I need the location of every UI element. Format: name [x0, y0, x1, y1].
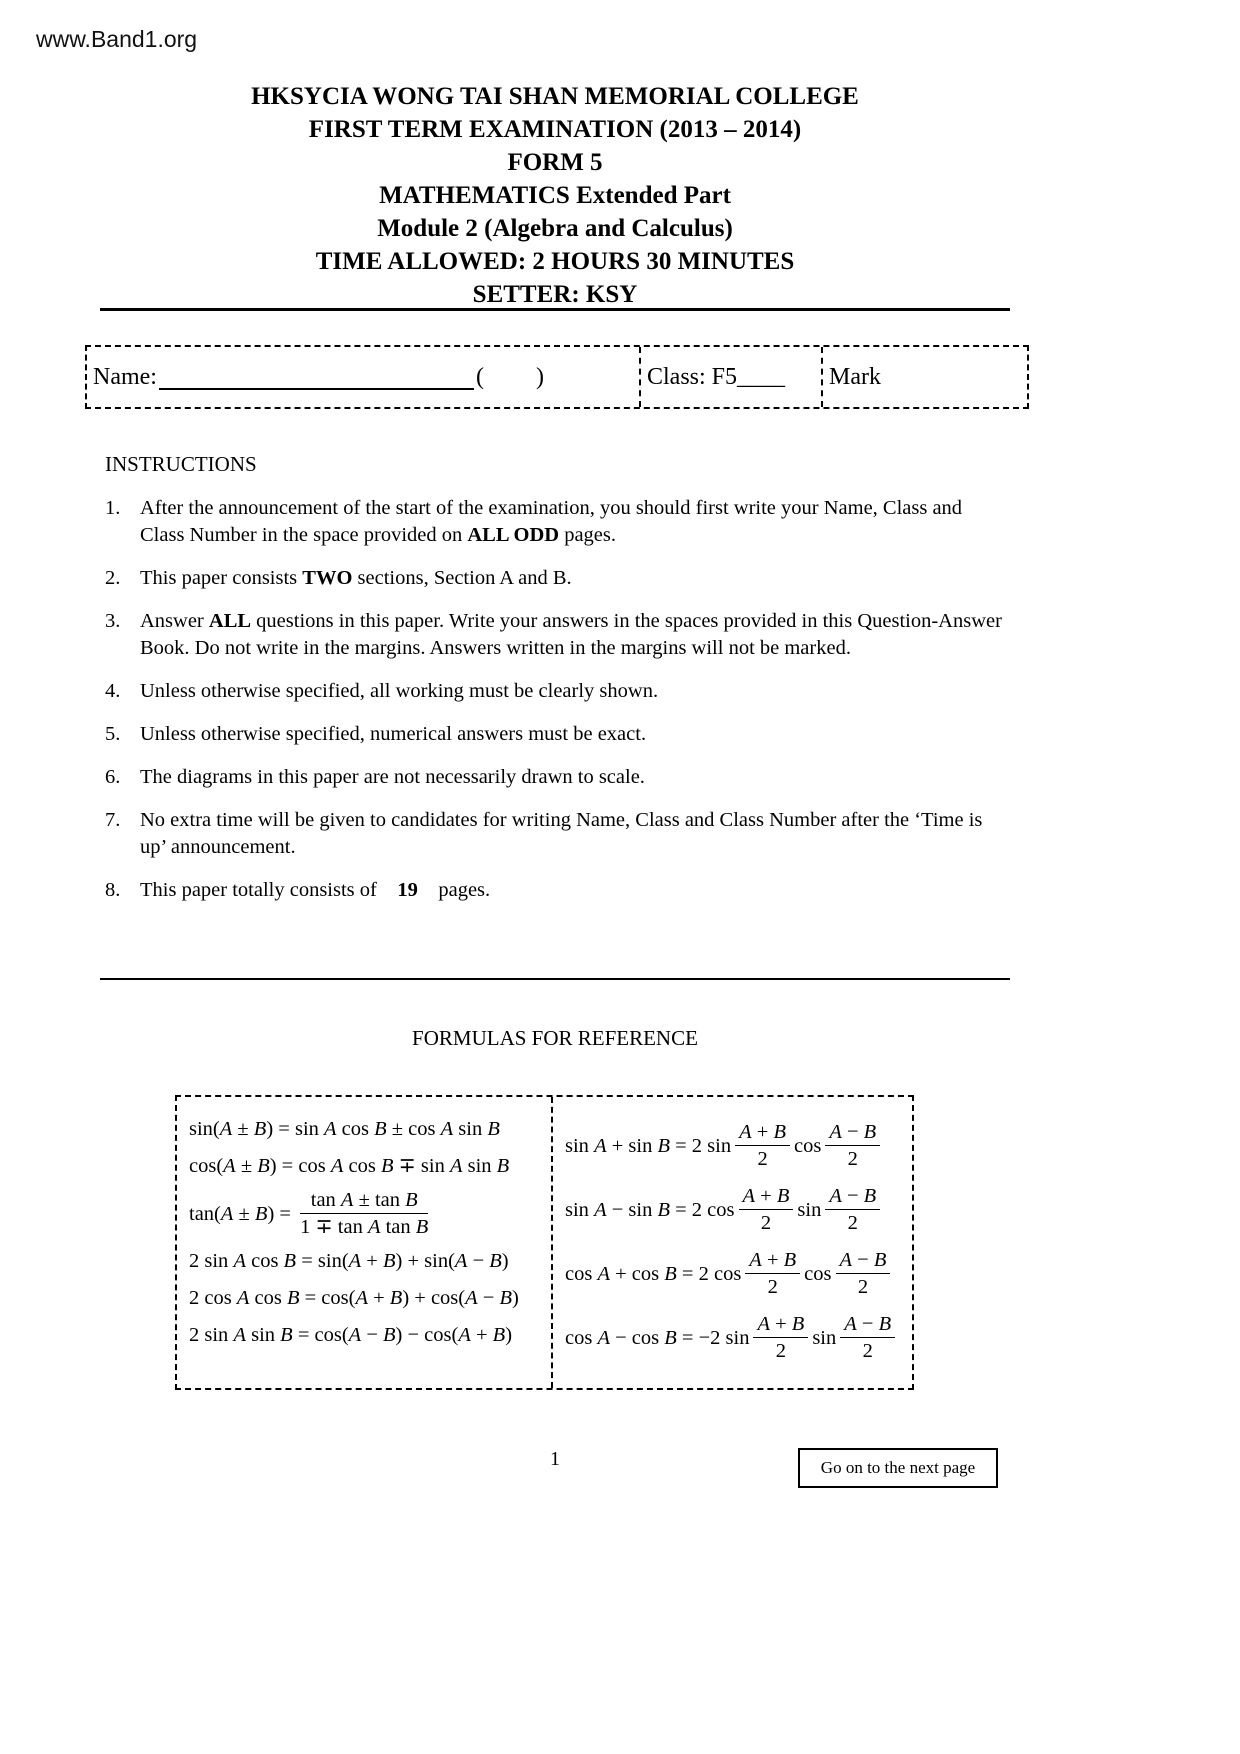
header-line-time: TIME ALLOWED: 2 HOURS 30 MINUTES — [315, 248, 795, 275]
header-line-form: FORM 5 — [507, 149, 603, 176]
instruction-item-7 — [105, 807, 1010, 861]
instruction-item-3 — [105, 608, 1010, 662]
instruction-number: 4. — [105, 680, 121, 702]
formula-sum-to-product-cos-plus: cos A + cos B = 2 cos $\frac{A + B}{2}$ cos $\frac{A - B}{2}$ — [565, 1248, 900, 1299]
instruction-number: 7. — [105, 809, 121, 831]
instruction-text: Unless otherwise specified, numerical answers must be exact. — [140, 723, 647, 745]
instruction-item-2 — [105, 565, 1010, 592]
formula-product-sin-cos: 2 sin A cos B = sin(A + B) + sin(A − B) — [189, 1250, 509, 1272]
name-blank-line — [159, 364, 474, 390]
formula-sum-to-product-cos-minus: cos A − cos B = −2 sin $\frac{A + B}{2}$ sin $\frac{A - B}{2}$ — [565, 1312, 900, 1363]
formula-sum-to-product-sin-plus: sin A + sin B = 2 sin $\frac{A + B}{2}$ cos $\frac{A - B}{2}$ — [565, 1120, 900, 1171]
header-divider — [100, 308, 1010, 311]
instruction-number: 1. — [105, 497, 121, 519]
name-cell — [87, 347, 641, 407]
header-line-module: Module 2 (Algebra and Calculus) — [377, 215, 733, 242]
formula-product-cos-cos: 2 cos A cos B = cos(A + B) + cos(A − B) — [189, 1287, 519, 1309]
class-cell — [641, 347, 823, 407]
header-line-exam: FIRST TERM EXAMINATION (2013 – 2014) — [308, 116, 802, 143]
formula-sin-sum-angle: sin(A ± B) = sin A cos B ± cos A sin B — [189, 1118, 500, 1140]
header-line-setter: SETTER: KSY — [472, 281, 638, 308]
instruction-number: 5. — [105, 723, 121, 745]
page-number: 1 — [550, 1448, 560, 1470]
header-line-subject: MATHEMATICS Extended Part — [379, 182, 731, 209]
formulas-right-column — [553, 1097, 912, 1388]
instruction-text: This paper totally consists of 19 pages. — [140, 879, 491, 901]
formulas-left-column — [177, 1097, 553, 1388]
formula-cos-sum-angle: cos(A ± B) = cos A cos B ∓ sin A sin B — [189, 1155, 510, 1177]
formulas-title: FORMULAS FOR REFERENCE — [412, 1026, 698, 1050]
paren-open: ( — [475, 363, 484, 390]
instruction-item-6 — [105, 764, 1010, 791]
instruction-text: Answer ALL questions in this paper. Write your answers in the spaces provided in this Question-Answer Book. Do not write in the margins. Answers written in the margins will not be marked. — [140, 610, 1008, 659]
site-url: www.Band1.org — [36, 26, 198, 52]
mark-cell — [823, 347, 1027, 407]
class-label: Class: F5____ — [647, 363, 786, 390]
name-label: Name: — [93, 363, 157, 390]
instructions-list — [105, 495, 1010, 920]
instruction-item-8 — [105, 877, 1010, 904]
instruction-number: 8. — [105, 879, 121, 901]
instruction-text: The diagrams in this paper are not necessarily drawn to scale. — [140, 766, 645, 788]
instruction-text: Unless otherwise specified, all working must be clearly shown. — [140, 680, 659, 702]
instructions-title: INSTRUCTIONS — [105, 452, 257, 476]
instruction-number: 3. — [105, 610, 121, 632]
formulas-reference-box — [175, 1095, 914, 1390]
exam-header — [0, 80, 1110, 311]
instruction-item-4 — [105, 678, 1010, 705]
formula-sum-to-product-sin-minus: sin A − sin B = 2 cos $\frac{A + B}{2}$ sin $\frac{A - B}{2}$ — [565, 1184, 900, 1235]
name-class-mark-box — [85, 345, 1029, 409]
instruction-text: No extra time will be given to candidates for writing Name, Class and Class Number after the ‘Time is up’ announcement. — [140, 809, 988, 858]
instruction-text: After the announcement of the start of the examination, you should first write your Name, Class and Class Number in the space provided on ALL ODD pages. — [140, 497, 968, 546]
instruction-item-1 — [105, 495, 1010, 549]
section-divider — [100, 978, 1010, 980]
instruction-text: This paper consists TWO sections, Section A and B. — [140, 567, 572, 589]
formula-tan-sum-angle: tan(A ± B) = $\frac{\text{tan A ± tan B}}{\text{1 ∓ tan A tan B}}$ — [189, 1189, 429, 1238]
instruction-number: 6. — [105, 766, 121, 788]
instruction-item-5 — [105, 721, 1010, 748]
header-line-college: HKSYCIA WONG TAI SHAN MEMORIAL COLLEGE — [251, 83, 859, 110]
paren-close: ) — [535, 363, 544, 390]
mark-label: Mark — [829, 363, 881, 390]
next-page-box: Go on to the next page — [798, 1448, 998, 1488]
formula-product-sin-sin: 2 sin A sin B = cos(A − B) − cos(A + B) — [189, 1324, 513, 1346]
instruction-number: 2. — [105, 567, 121, 589]
